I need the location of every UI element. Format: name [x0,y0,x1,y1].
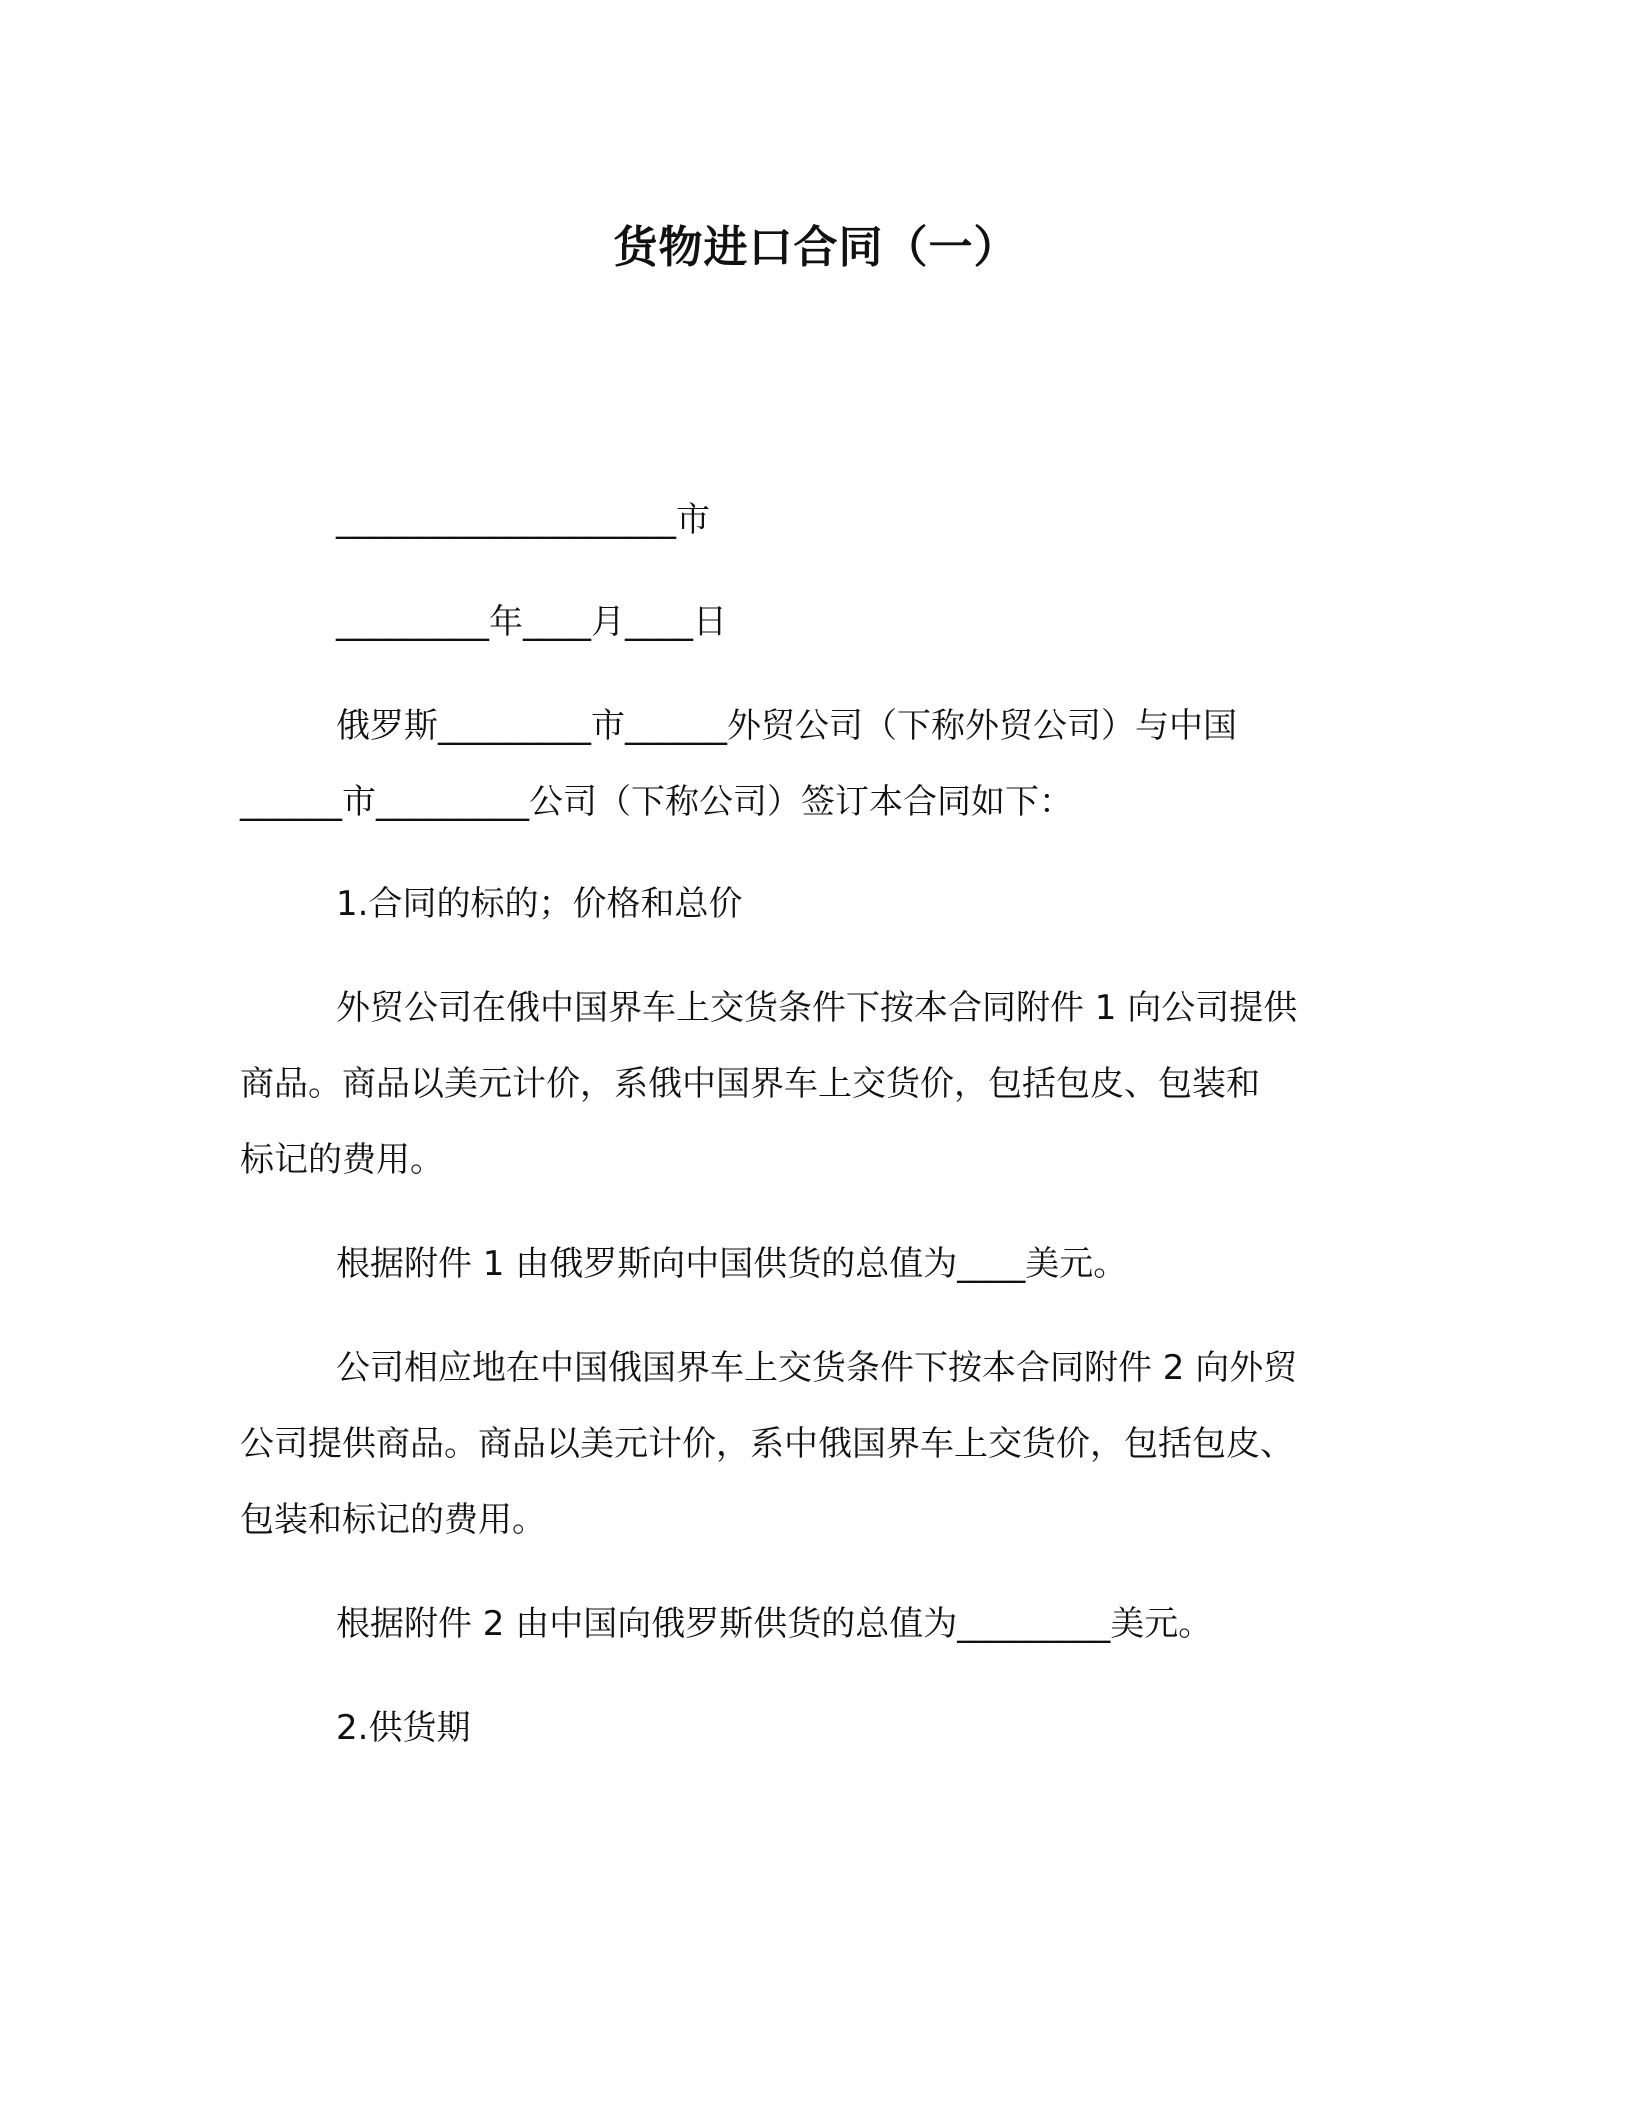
paragraph-line: 外贸公司在俄中国界车上交货条件下按本合同附件 1 向公司提供 [336,988,1298,1028]
section-heading-2: 2.供货期 [336,1708,471,1748]
paragraph-line: 公司提供商品。商品以美元计价，系中俄国界车上交货价，包括包皮、 [240,1424,1294,1464]
date-line: _________年____月____日 [336,602,727,642]
paragraph-line: 包装和标记的费用。 [240,1500,546,1540]
parties-line-2: ______市_________公司（下称公司）签订本合同如下： [240,782,1073,822]
paragraph-line: 公司相应地在中国俄国界车上交货条件下按本合同附件 2 向外贸 [336,1348,1298,1388]
parties-line-1: 俄罗斯_________市______外贸公司（下称外贸公司）与中国 [336,706,1237,746]
paragraph-line: 标记的费用。 [240,1140,444,1180]
paragraph-line: 根据附件 1 由俄罗斯向中国供货的总值为____美元。 [336,1244,1128,1284]
paragraph-line: 根据附件 2 由中国向俄罗斯供货的总值为_________美元。 [336,1604,1213,1644]
document-title: 货物进口合同（一） [613,222,1019,273]
section-heading-1: 1.合同的标的；价格和总价 [336,884,743,924]
city-line: ____________________市 [336,500,710,540]
paragraph-line: 商品。商品以美元计价，系俄中国界车上交货价，包括包皮、包装和 [240,1064,1260,1104]
